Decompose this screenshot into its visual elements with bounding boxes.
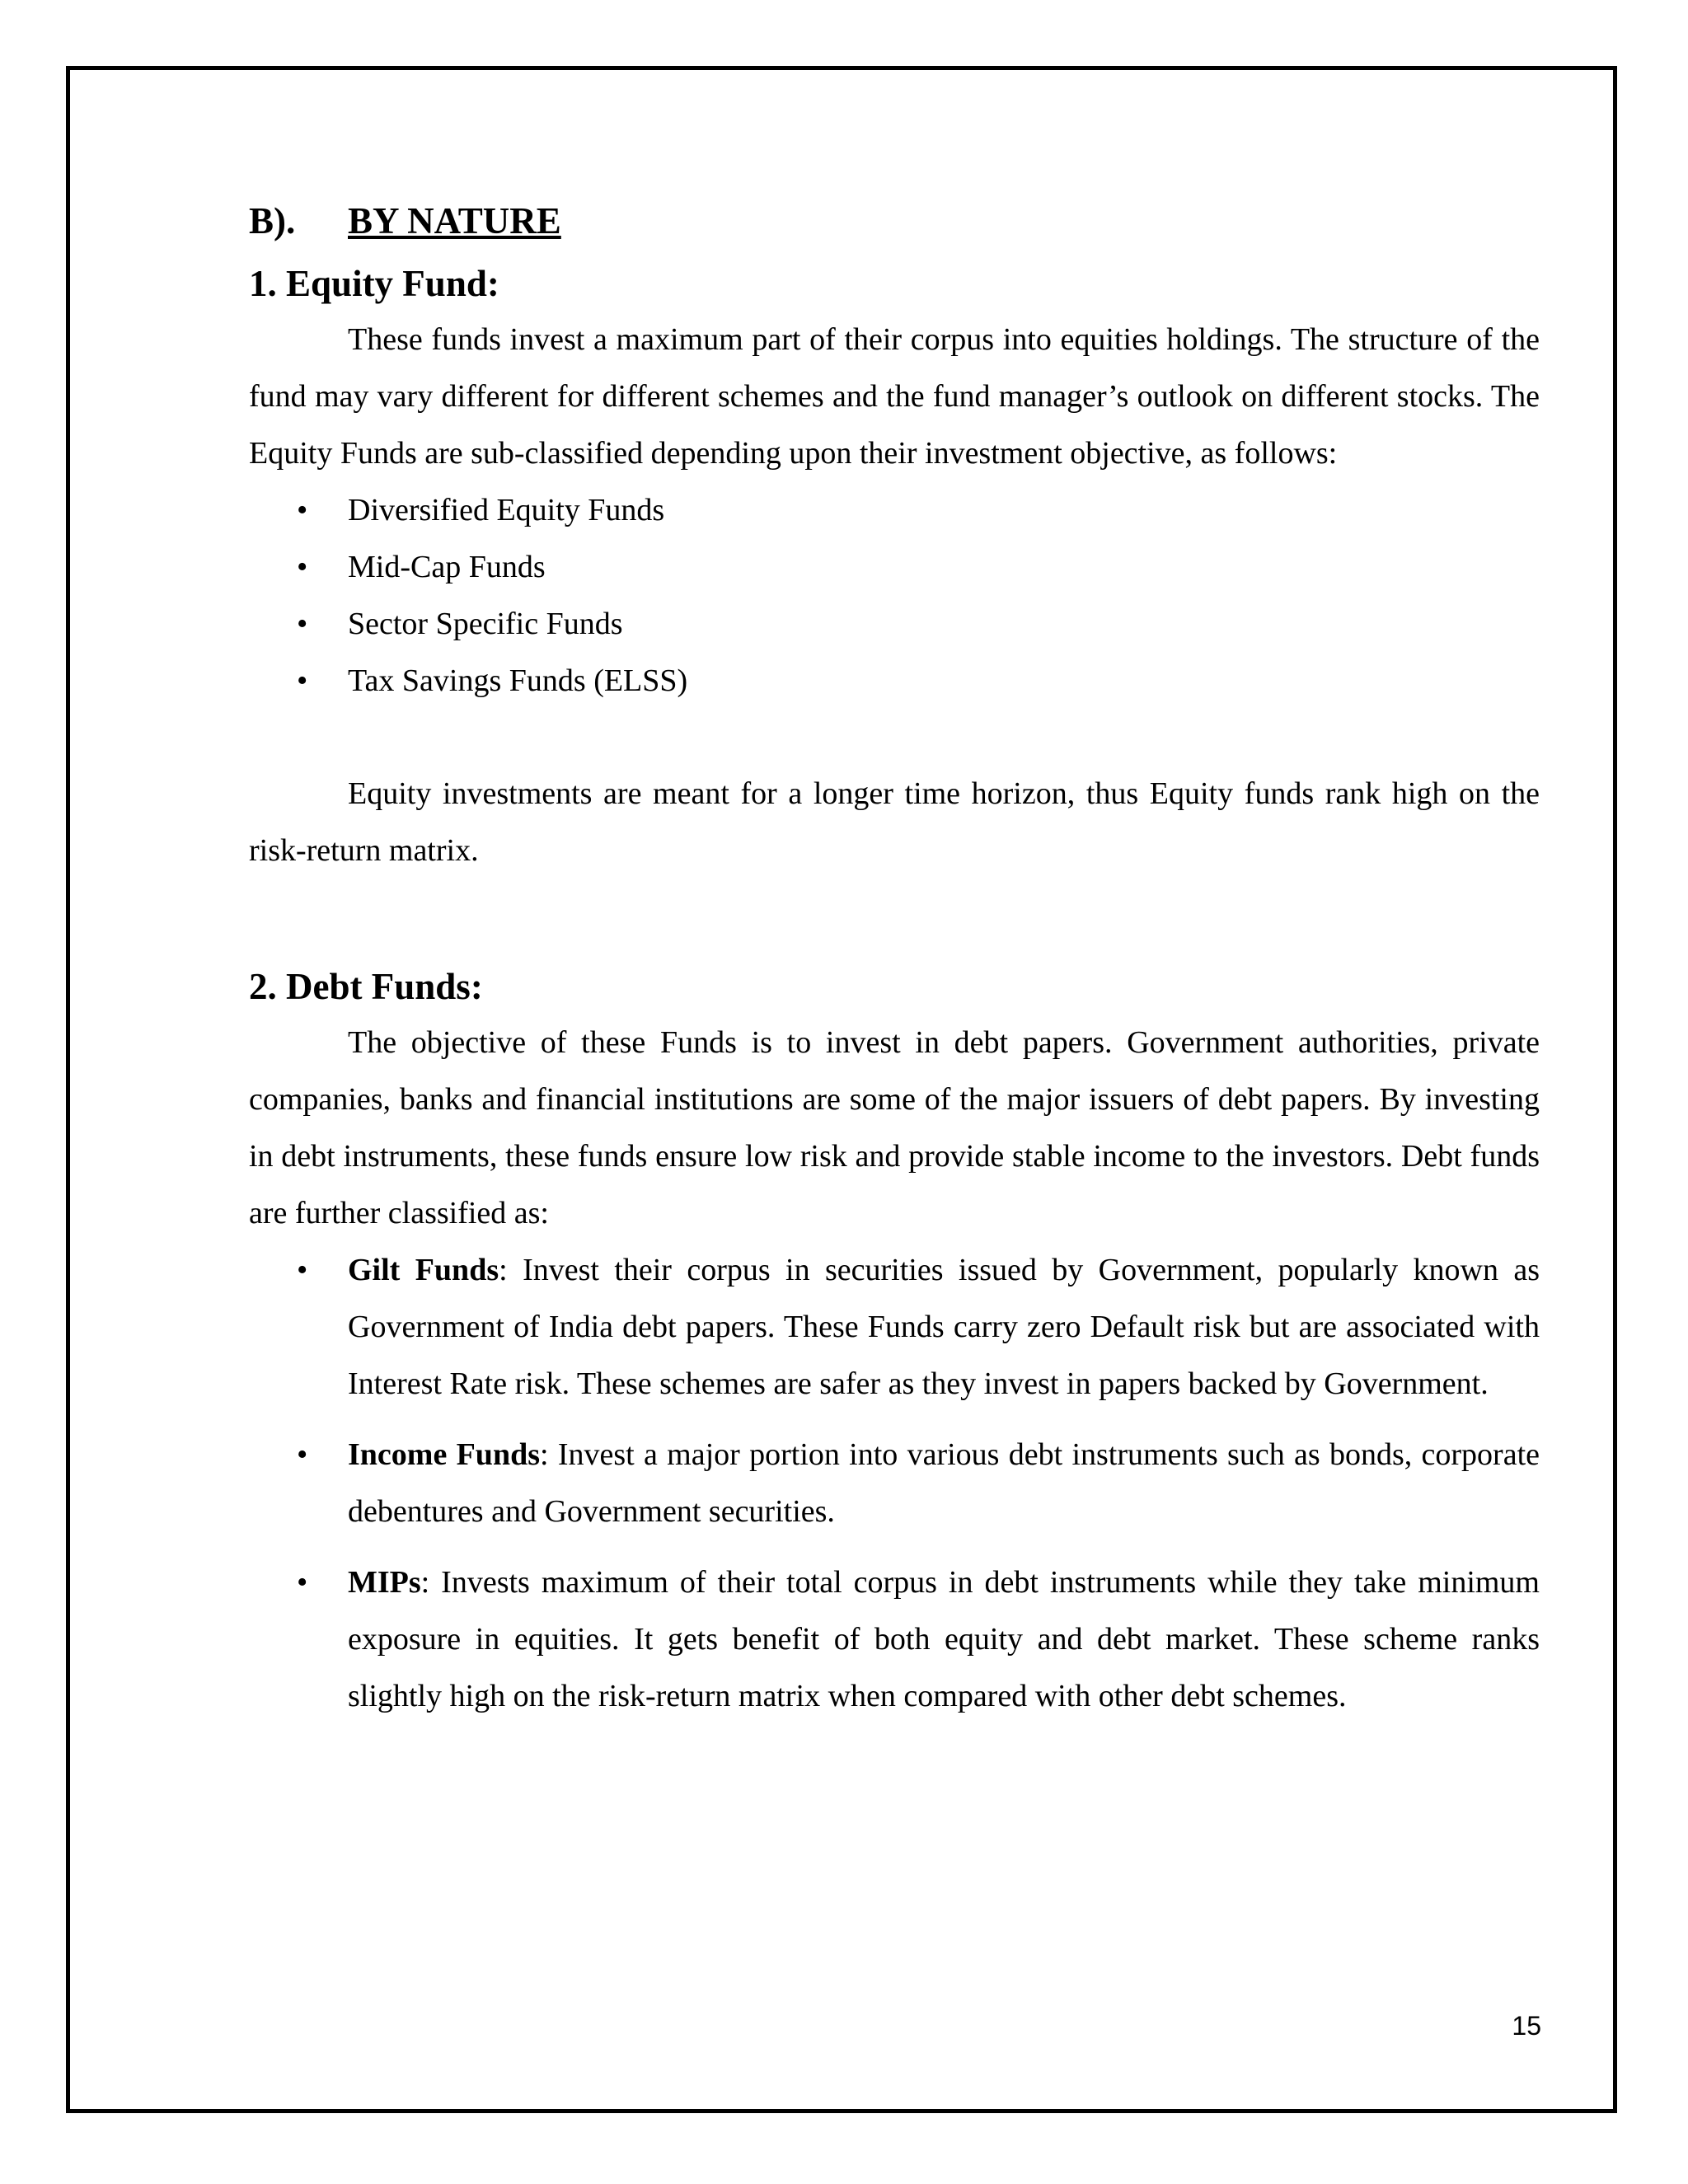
bullet-dot-icon: •: [297, 550, 308, 584]
bullet-dot-icon: •: [297, 663, 308, 698]
bullet-dot-icon: •: [297, 607, 308, 641]
fund-type-term: MIPs: [348, 1565, 421, 1600]
section-title: BY NATURE: [348, 200, 561, 241]
fund-type-description: : Invest a major portion into various debt instruments such as bonds, corporate debentures and Government securities.: [348, 1437, 1540, 1529]
list-item: [249, 482, 1540, 539]
fund-type-description: : Invests maximum of their total corpus in debt instruments while they take minimum exposure in equities. It gets benefit of both equity and debt market. These scheme ranks slightly high on the risk-return matrix when compared with other debt schemes.: [348, 1565, 1540, 1713]
fund-type-description: : Invest their corpus in securities issued by Government, popularly known as Government of India debt papers. These Funds carry zero Default risk but are associated with Interest Rate risk. These schemes are safer as they invest in papers backed by Government.: [348, 1253, 1540, 1401]
equity-fund-heading: 1. Equity Fund:: [249, 263, 499, 304]
spacer: [249, 879, 1540, 950]
list-item: [249, 1242, 1540, 1413]
spacer: [249, 710, 1540, 766]
section-label: B).: [249, 200, 296, 241]
list-item: [249, 1554, 1540, 1725]
bullet-dot-icon: •: [297, 1253, 308, 1287]
equity-fund-intro: These funds invest a maximum part of their corpus into equities holdings. The structure of the fund may vary different for different schemes and the fund manager’s outlook on different stocks. The Equity Funds are sub-classified depending upon their investment objective, as follows:: [249, 322, 1540, 471]
section-heading: [249, 194, 1540, 247]
list-item-text: Mid-Cap Funds: [348, 550, 546, 584]
bullet-dot-icon: •: [297, 1565, 308, 1600]
fund-type-term: Income Funds: [348, 1437, 541, 1472]
equity-fund-closing: Equity investments are meant for a longer time horizon, thus Equity funds rank high on the risk-return matrix.: [249, 776, 1540, 868]
list-item-text: Diversified Equity Funds: [348, 493, 665, 527]
document-body: [249, 194, 1540, 1739]
page-number: 15: [1512, 2011, 1541, 2041]
list-item: [249, 596, 1540, 653]
debt-funds-heading: 2. Debt Funds:: [249, 966, 483, 1007]
list-item: [249, 1427, 1540, 1540]
list-item: [249, 539, 1540, 596]
debt-funds-intro: The objective of these Funds is to invest in debt papers. Government authorities, private companies, banks and financial institutions are some of the major issuers of debt papers. By investing in debt instruments, these funds ensure low risk and provide stable income to the investors. Debt funds are further classified as:: [249, 1025, 1540, 1230]
list-item-text: Sector Specific Funds: [348, 607, 623, 641]
fund-type-term: Gilt Funds: [348, 1253, 499, 1287]
list-item-text: Tax Savings Funds (ELSS): [348, 663, 688, 698]
list-item: [249, 653, 1540, 710]
bullet-dot-icon: •: [297, 493, 308, 527]
equity-fund-list: [249, 482, 1540, 710]
debt-funds-list: [249, 1242, 1540, 1725]
bullet-dot-icon: •: [297, 1437, 308, 1472]
